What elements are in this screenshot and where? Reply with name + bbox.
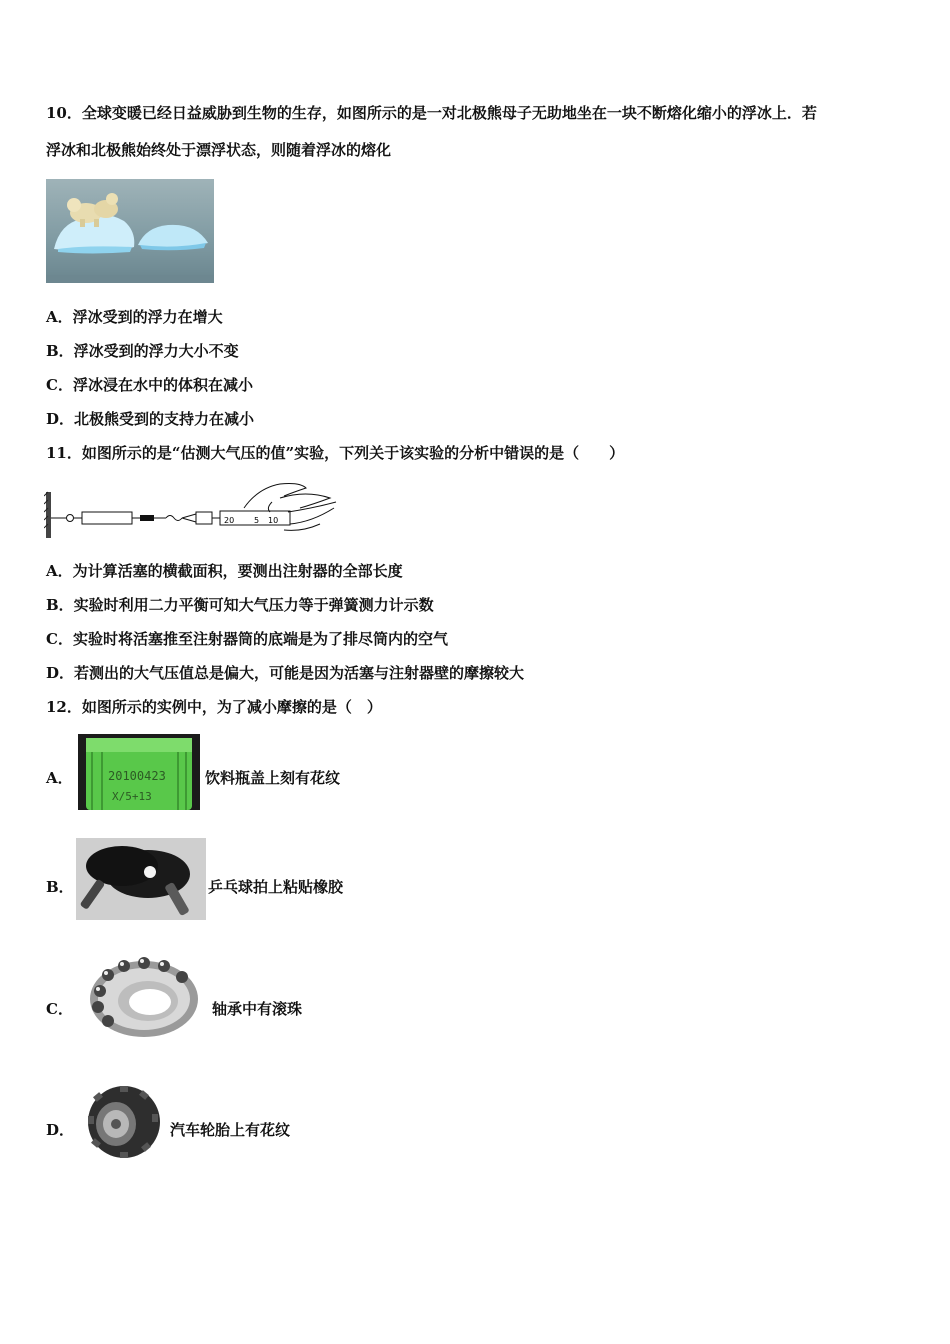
q12-option-c-text: 轴承中有滚珠 bbox=[212, 1000, 303, 1018]
q12-option-b-text: 乒乓球拍上粘贴橡胶 bbox=[208, 878, 344, 896]
scale-label-20: 20 bbox=[224, 516, 235, 525]
q10-option-d: D．北极熊受到的支持力在减小 bbox=[46, 410, 255, 428]
ball-bearing-image bbox=[78, 955, 202, 1041]
q12-option-d-text: 汽车轮胎上有花纹 bbox=[170, 1121, 291, 1139]
q11-option-a: A．为计算活塞的横截面积，要测出注射器的全部长度 bbox=[46, 562, 403, 580]
q11-stem: 11．如图所示的是“估测大气压的值”实验，下列关于该实验的分析中错误的是（ ） bbox=[46, 444, 625, 462]
car-tire-image bbox=[80, 1082, 162, 1160]
q12-option-a-text: 饮料瓶盖上刻有花纹 bbox=[205, 769, 341, 787]
q12-stem: 12．如图所示的实例中，为了减小摩擦的是（ ） bbox=[46, 698, 382, 716]
cap-print-code: X/5+13 bbox=[112, 790, 152, 803]
ping-pong-paddle-image bbox=[76, 838, 206, 920]
q11-option-b: B．实验时利用二力平衡可知大气压力等于弹簧测力计示数 bbox=[46, 596, 434, 614]
q12-option-a-letter: A． bbox=[46, 769, 73, 787]
q12-option-c-letter: C． bbox=[46, 1000, 73, 1018]
polar-bear-ice-image bbox=[46, 179, 214, 283]
q11-option-d: D．若测出的大气压值总是偏大，可能是因为活塞与注射器壁的摩擦较大 bbox=[46, 664, 525, 682]
q10-stem-line1: 10．全球变暖已经日益威胁到生物的生存，如图所示的是一对北极熊母子无助地坐在一块不断熔化缩小的浮冰上．若 bbox=[46, 104, 817, 122]
q11-option-c: C．实验时将活塞推至注射器筒的底端是为了排尽筒内的空气 bbox=[46, 630, 448, 648]
q10-option-a: A．浮冰受到的浮力在增大 bbox=[46, 308, 223, 326]
syringe-experiment-diagram bbox=[44, 478, 340, 540]
q10-option-b: B．浮冰受到的浮力大小不变 bbox=[46, 342, 239, 360]
q10-option-c: C．浮冰浸在水中的体积在减小 bbox=[46, 376, 253, 394]
bottle-cap-image bbox=[78, 734, 200, 810]
q12-option-b-letter: B． bbox=[46, 878, 74, 896]
scale-label-5: 5 bbox=[254, 516, 260, 525]
cap-print-date: 20100423 bbox=[108, 769, 166, 783]
q10-stem-line2: 浮冰和北极熊始终处于漂浮状态，则随着浮冰的熔化 bbox=[46, 141, 392, 159]
q12-option-d-letter: D． bbox=[46, 1121, 75, 1139]
scale-label-10: 10 bbox=[268, 516, 279, 525]
